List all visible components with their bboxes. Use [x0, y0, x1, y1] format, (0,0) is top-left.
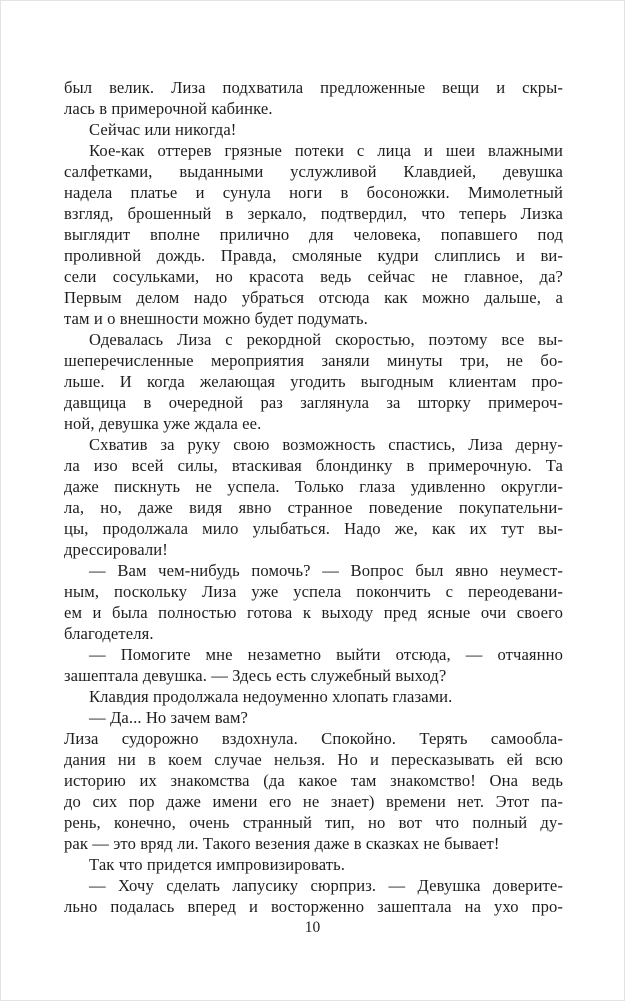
body-text: [64, 77, 563, 917]
text-line: историю их знакомства (да какое там знакомство! Она ведь: [64, 771, 563, 790]
text-line: — Вам чем-нибудь помочь? — Вопрос был явно неумест-: [89, 561, 563, 580]
text-line: Первым делом надо убраться отсюда как можно дальше, а: [64, 288, 563, 307]
text-line: до сих пор даже имени его не знает) времени нет. Этот па-: [64, 792, 563, 811]
text-line: — Помогите мне незаметно выйти отсюда, — отчаянно: [89, 645, 563, 664]
text-line: надела платье и сунула ноги в босоножки. Мимолетный: [64, 183, 563, 202]
text-line: выглядит вполне прилично для человека, попавшего под: [64, 225, 563, 244]
text-line: сели сосульками, но красота ведь сейчас не главное, да?: [64, 267, 563, 286]
text-line: льно подалась вперед и восторженно зашептала на ухо про-: [64, 897, 563, 916]
page-number: 10: [304, 919, 321, 936]
text-line: ла изо всей силы, втаскивая блондинку в примерочную. Та: [64, 456, 563, 475]
text-line: Клавдия продолжала недоуменно хлопать глазами.: [89, 687, 453, 706]
text-line: — Хочу сделать лапусику сюрприз. — Девушка доверите-: [89, 876, 563, 895]
text-line: шеперечисленные мероприятия заняли минуты три, не бо-: [64, 351, 563, 370]
text-line: — Да... Но зачем вам?: [89, 708, 249, 727]
text-line: даже пискнуть не успела. Только глаза удивленно округли-: [64, 477, 563, 496]
text-line: благодетеля.: [64, 624, 154, 643]
text-line: Так что придется импровизировать.: [89, 855, 346, 874]
text-line: проливной дождь. Правда, смоляные кудри слиплись и ви-: [64, 246, 563, 265]
text-line: салфетками, выданными услужливой Клавдией, девушка: [64, 162, 563, 181]
text-line: дания ни в коем случае нельзя. Но и пересказывать ей всю: [64, 750, 563, 769]
text-line: Лиза судорожно вздохнула. Спокойно. Терять самообла-: [64, 729, 563, 748]
text-line: зашептала девушка. — Здесь есть служебный выход?: [64, 666, 447, 685]
text-line: Одевалась Лиза с рекордной скоростью, поэтому все вы-: [89, 330, 563, 349]
text-line: Схватив за руку свою возможность спастись, Лиза дерну-: [89, 435, 563, 454]
text-line: ной, девушка уже ждала ее.: [64, 414, 262, 433]
text-line: был велик. Лиза подхватила предложенные вещи и скры-: [64, 78, 563, 97]
text-line: льше. И когда желающая угодить выгодным клиентам про-: [64, 372, 563, 391]
text-line: там и о внешности можно будет подумать.: [64, 309, 368, 328]
text-line: взгляд, брошенный в зеркало, подтвердил, что теперь Лизка: [64, 204, 563, 223]
text-line: лась в примерочной кабинке.: [64, 99, 273, 118]
text-line: рень, конечно, очень странный тип, но вот что полный ду-: [64, 813, 563, 832]
text-line: Сейчас или никогда!: [89, 120, 237, 139]
text-line: ным, поскольку Лиза уже успела покончить с переодевани-: [64, 582, 563, 601]
text-line: рак — это вряд ли. Такого везения даже в сказках не бывает!: [64, 834, 500, 853]
text-line: ем и была полностью готова к выходу пред ясные очи своего: [64, 603, 563, 622]
text-line: давщица в очередной раз заглянула за шторку примероч-: [64, 393, 563, 412]
text-line: дрессировали!: [64, 540, 168, 559]
text-line: ла, но, даже видя явно странное поведение покупательни-: [64, 498, 563, 517]
text-line: цы, продолжала мило улыбаться. Надо же, как их тут вы-: [64, 519, 563, 538]
text-line: Кое-как оттерев грязные потеки с лица и шеи влажными: [89, 141, 563, 160]
